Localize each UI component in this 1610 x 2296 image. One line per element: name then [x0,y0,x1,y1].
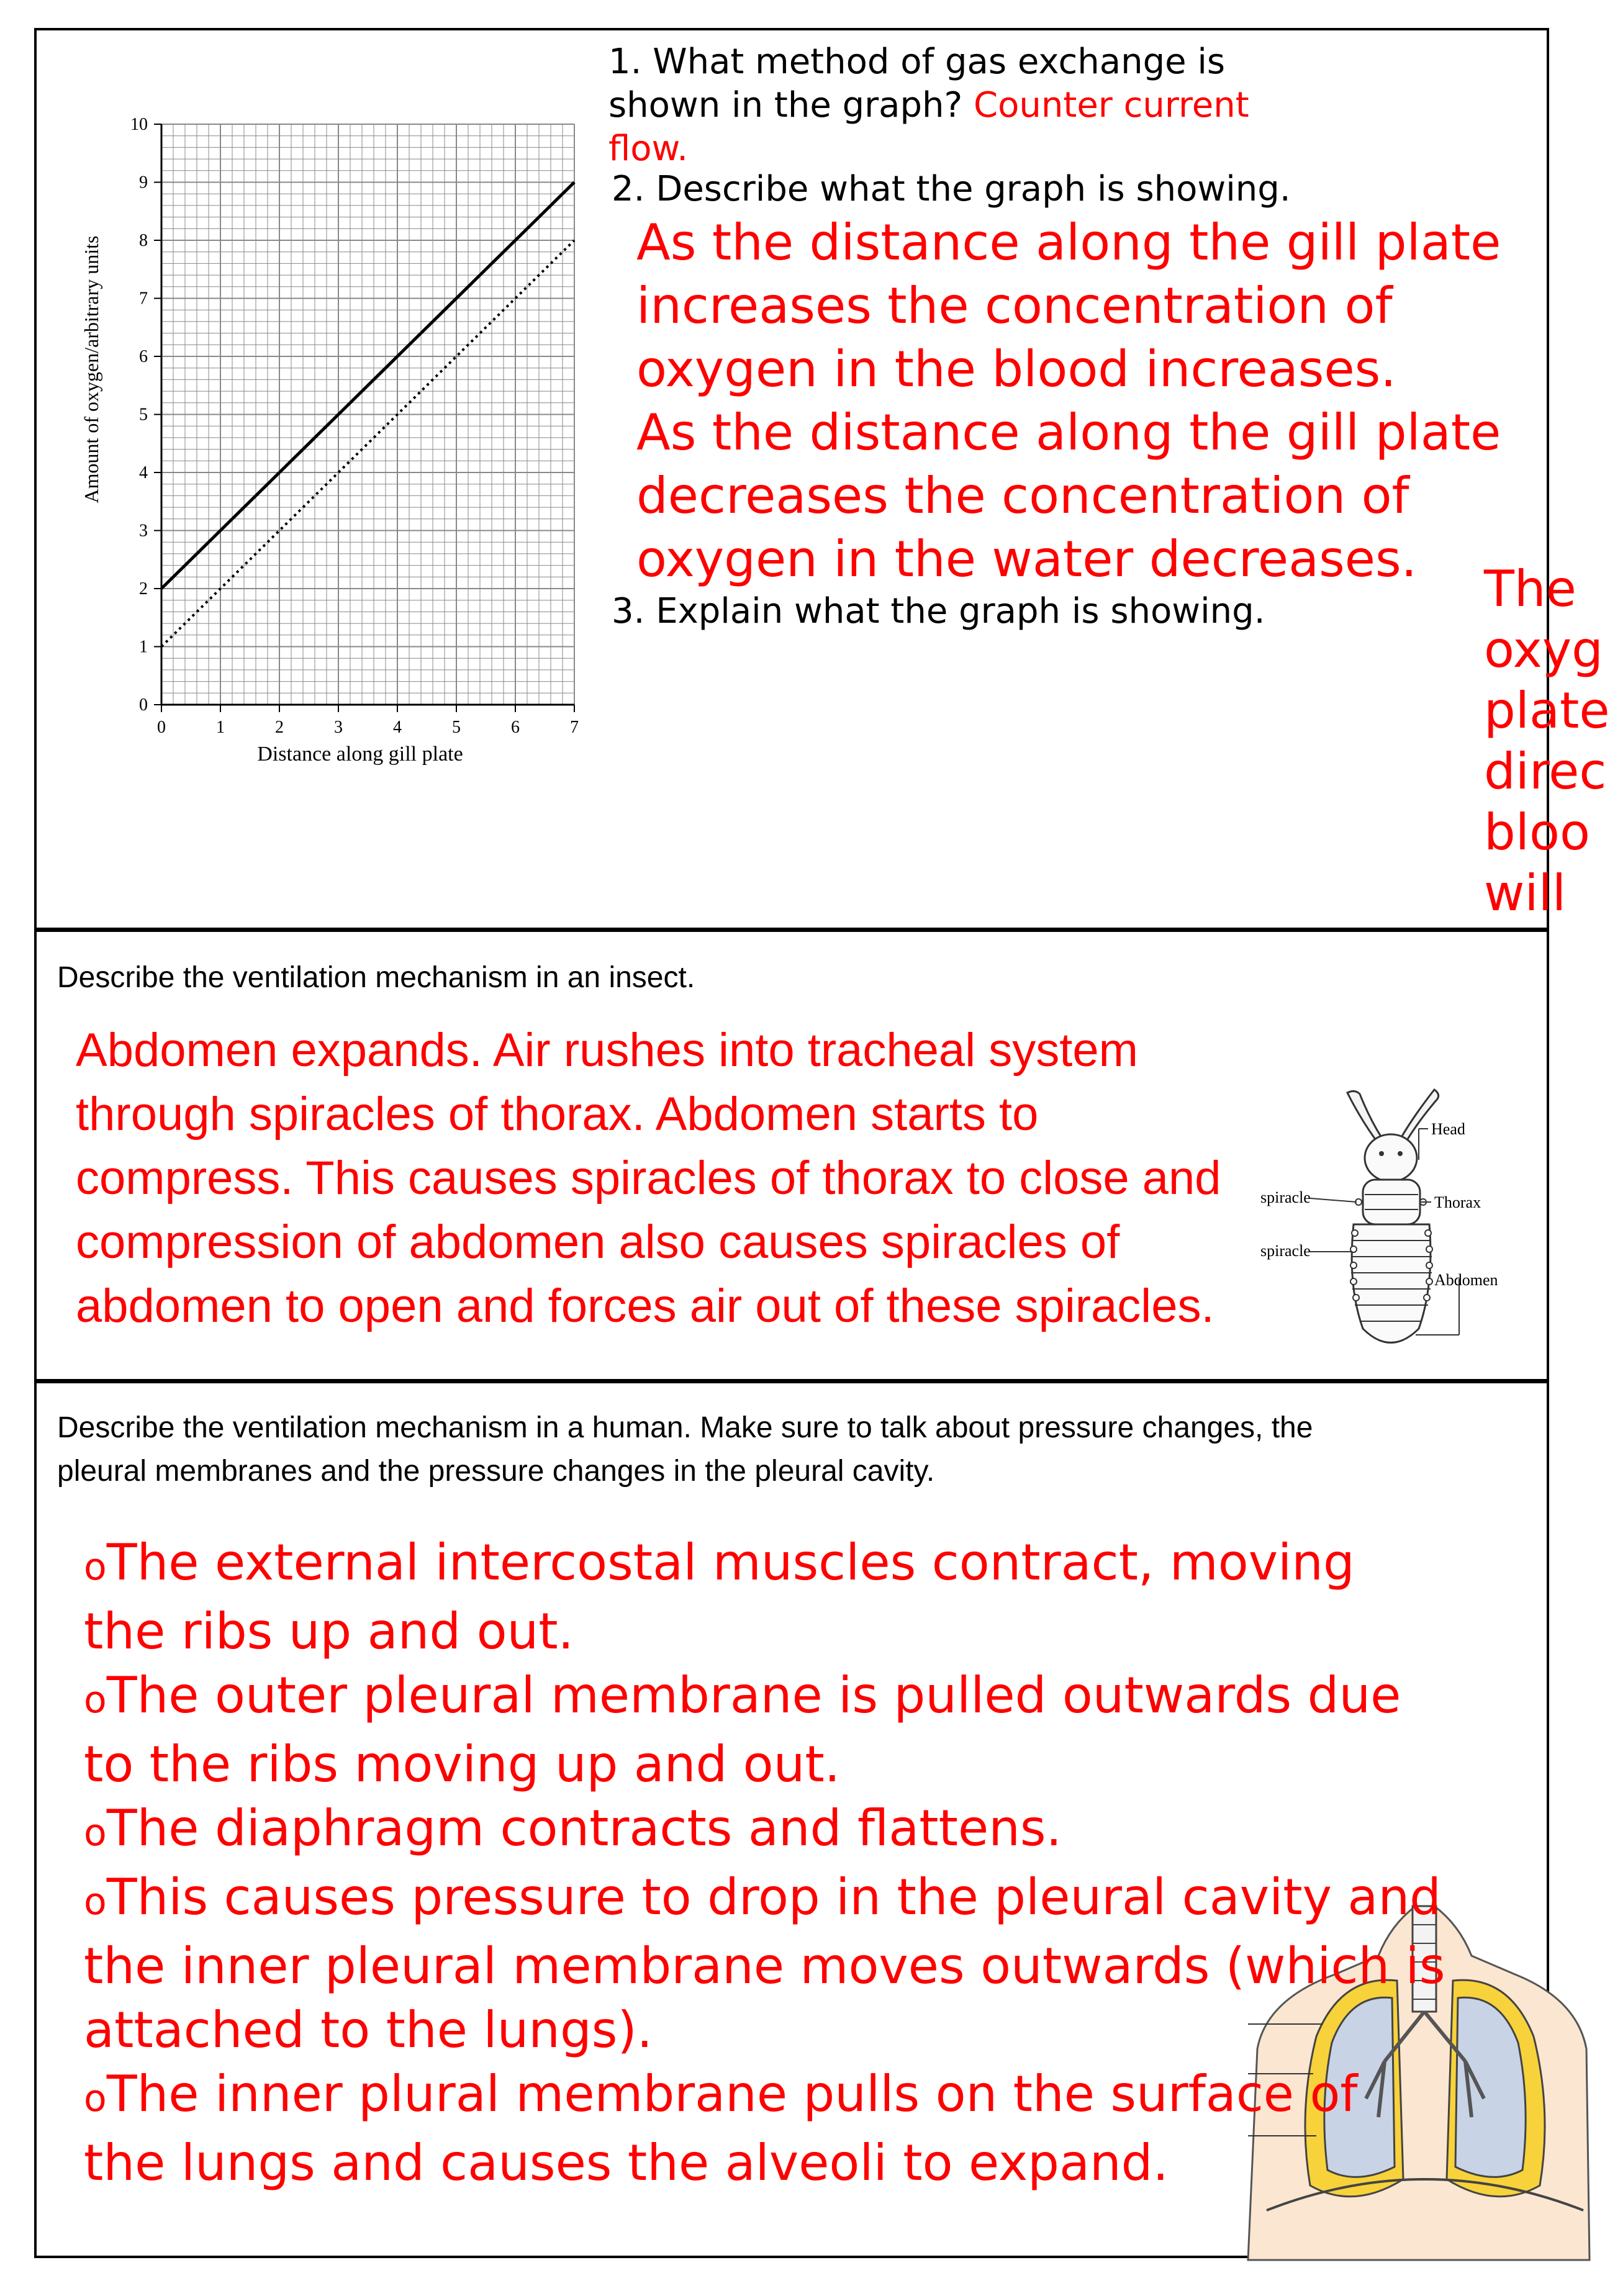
human-question [57,1406,1535,1493]
bullet-marker: o [84,1678,107,1722]
insect-answer-line: Abdomen expands. Air rushes into tracheal system [76,1024,1138,1077]
y-tick-label: 0 [139,695,148,715]
q3-answer-line: bloo [1484,803,1590,861]
series-line-solid [161,183,574,589]
x-tick-label: 6 [511,718,520,737]
x-tick-label: 3 [334,718,343,737]
question-2: 2. Describe what the graph is showing. [612,169,1291,209]
q3-answer-line: direc [1484,743,1607,800]
y-tick-label: 1 [139,637,148,657]
insect-label-head: Head [1431,1120,1465,1138]
x-tick-label: 2 [275,718,284,737]
bullet-continuation [84,1732,1543,1796]
human-question-line: pleural membranes and the pressure changes in the pleural cavity. [57,1455,935,1488]
q3-answer-line: will [1484,864,1567,922]
q2-answer-line: oxygen in the blood increases. [636,340,1396,398]
question-3-answer [1484,559,1610,931]
series-line-dotted [161,240,574,647]
bullet-item [84,1796,1543,1865]
x-tick-label: 5 [452,718,461,737]
y-tick-label: 6 [139,347,148,366]
answer-text: The diaphragm contracts and flattens. [106,1799,1062,1857]
q3-answer-line: plate [1484,682,1610,739]
bullet-item [84,1865,1543,1934]
bullet-marker: o [84,1811,107,1855]
q3-answer-line: The [1484,560,1576,618]
insect-label-spiracle-2: spiracle [1260,1242,1311,1260]
bullet-marker: o [84,2077,107,2120]
bullet-marker: o [84,1545,107,1589]
answer-text: attached to the lungs). [84,2001,653,2059]
answer-text: The external intercostal muscles contract, moving [106,1534,1355,1591]
q2-answer-line: As the distance along the gill plate [636,214,1501,271]
x-tick-label: 7 [570,718,579,737]
bullet-continuation [84,1998,1543,2062]
insect-label-abdomen: Abdomen [1434,1271,1498,1289]
human-answer [84,1530,1543,2195]
y-tick-label: 3 [139,521,148,541]
insect-answer-line: compression of abdomen also causes spiracles of [76,1216,1120,1268]
question-2-answer [636,211,1568,591]
q2-answer-line: As the distance along the gill plate [636,404,1501,461]
x-tick-label: 0 [157,718,166,737]
bullet-continuation [84,1599,1543,1663]
answer-text: the lungs and causes the alveoli to expand. [84,2134,1169,2192]
chart-y-axis-label: Amount of oxygen/arbitrary units [80,235,102,504]
y-tick-label: 4 [139,463,148,482]
question-3: 3. Explain what the graph is showing. [612,591,1265,631]
y-tick-label: 8 [139,231,148,250]
q2-answer-line: increases the concentration of [636,277,1393,335]
bullet-item [84,1663,1543,1732]
answer-text: The outer pleural membrane is pulled outwards due [106,1666,1401,1724]
insect-answer-line: abdomen to open and forces air out of these spiracles. [76,1280,1214,1332]
q3-answer-line: oxyg [1484,621,1603,679]
chart-axes [154,124,574,712]
insect-question: Describe the ventilation mechanism in an insect. [57,961,695,994]
bullet-continuation [84,2131,1543,2195]
y-tick-label: 10 [130,115,148,134]
insect-label-spiracle-1: spiracle [1260,1188,1311,1206]
x-tick-label: 1 [216,718,225,737]
y-tick-label: 2 [139,579,148,599]
answer-text: the ribs up and out. [84,1602,574,1660]
human-question-line: Describe the ventilation mechanism in a human. Make sure to talk about pressure changes, the [57,1411,1313,1444]
insect-diagram [1254,1080,1527,1372]
insect-label-thorax: Thorax [1434,1193,1481,1211]
gill-oxygen-chart [75,93,608,789]
question-1-text: 1. What method of gas exchange is shown in the graph? [608,42,1226,125]
y-tick-label: 5 [139,405,148,425]
answer-text: This causes pressure to drop in the pleural cavity and [106,1868,1441,1926]
insect-answer [76,1018,1287,1338]
bullet-marker: o [84,1880,107,1923]
answer-text: The inner plural membrane pulls on the surface of [106,2065,1358,2123]
bullet-continuation [84,1934,1543,1998]
answer-text: the inner pleural membrane moves outwards (which is [84,1937,1445,1995]
bullet-item [84,1530,1543,1599]
y-tick-label: 7 [139,289,148,309]
q2-answer-line: oxygen in the water decreases. [636,530,1418,588]
x-tick-label: 4 [393,718,402,737]
y-tick-label: 9 [139,173,148,192]
q2-answer-line: decreases the concentration of [636,467,1409,525]
insect-answer-line: through spiracles of thorax. Abdomen starts to [76,1088,1039,1141]
question-1-answer: Counter current flow. [608,85,1249,169]
chart-x-axis-label: Distance along gill plate [257,743,463,766]
answer-text: to the ribs moving up and out. [84,1735,841,1793]
chart-grid [161,124,574,705]
question-1 [608,40,1329,171]
bullet-item [84,2062,1543,2131]
insect-answer-line: compress. This causes spiracles of thorax to close and [76,1152,1221,1204]
